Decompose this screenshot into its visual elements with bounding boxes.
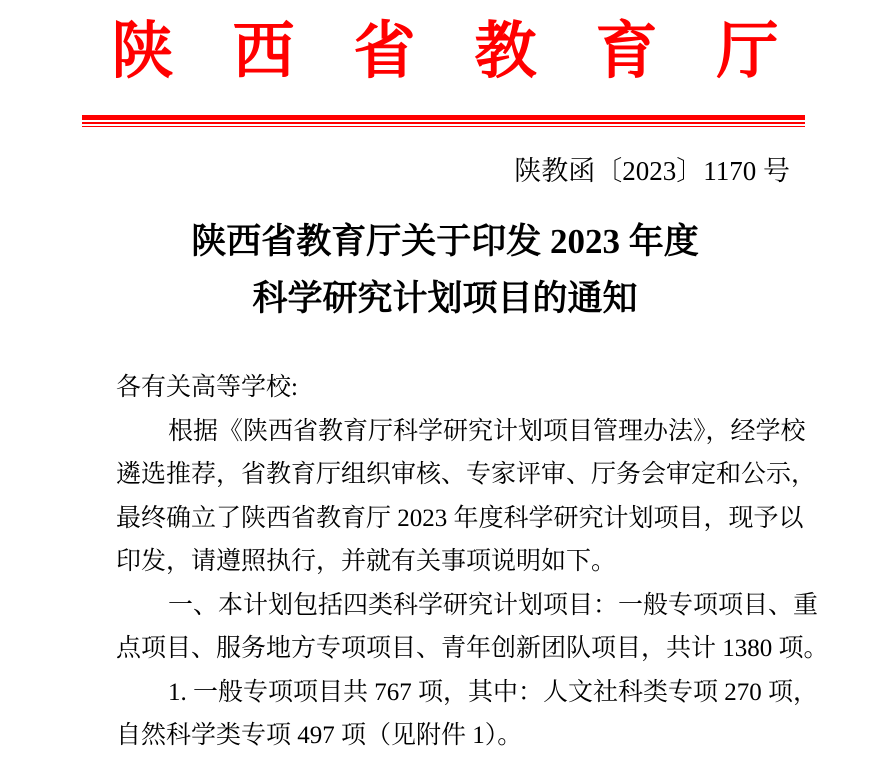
body-line: 印发，请遵照执行，并就有关事项说明如下。 — [116, 548, 617, 575]
body-line: 点项目、服务地方专项项目、青年创新团队项目，共计 1380 项。 — [116, 635, 829, 662]
body-line-item-one: 一、本计划包括四类科学研究计划项目：一般专项项目、重 — [168, 592, 819, 619]
notice-title — [0, 213, 890, 327]
body-line: 根据《陕西省教育厅科学研究计划项目管理办法》，经学校 — [168, 418, 806, 445]
notice-title-line2: 科学研究计划项目的通知 — [252, 279, 638, 318]
red-divider-thin-bar — [82, 126, 805, 127]
notice-title-line1: 陕西省教育厅关于印发 2023 年度 — [191, 222, 699, 261]
body-line: 自然科学类专项 497 项（见附件 1）。 — [116, 722, 523, 749]
body-line-item-1: 1. 一般专项项目共 767 项，其中：人文社科类专项 270 项， — [168, 679, 819, 706]
doc-number: 陕教函〔2023〕1170 号 — [514, 156, 790, 186]
red-divider-thick-bar — [82, 115, 805, 120]
body-line: 最终确立了陕西省教育厅 2023 年度科学研究计划项目，现予以 — [116, 505, 804, 532]
agency-letterhead: 陕西省教育厅 — [111, 18, 838, 86]
red-divider-mid-bar — [82, 122, 805, 124]
body-line: 遴选推荐，省教育厅组织审核、专家评审、厅务会审定和公示， — [116, 461, 817, 488]
body-line-salutation: 各有关高等学校: — [116, 374, 298, 401]
